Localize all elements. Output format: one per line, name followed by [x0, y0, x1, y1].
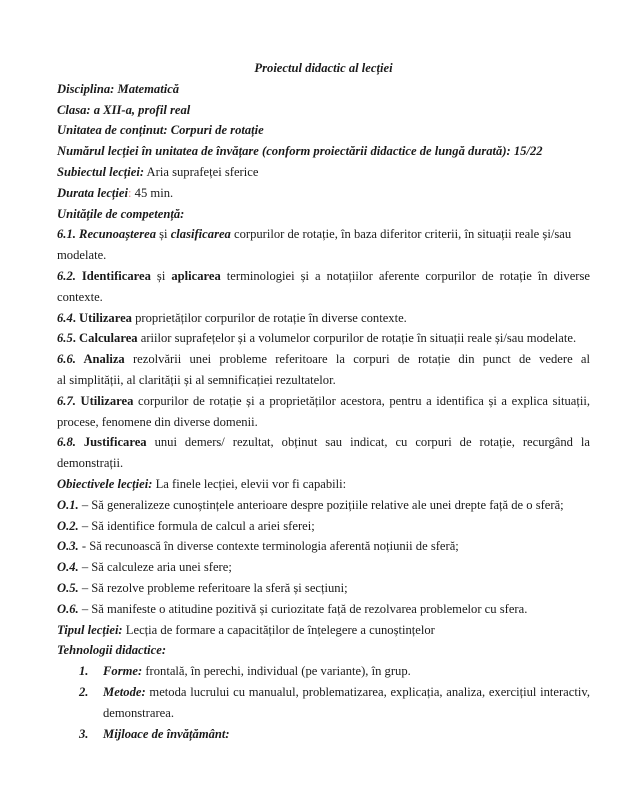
- competenta-text-part: proprietăților corpurilor de rotație în diverse contexte.: [131, 310, 407, 325]
- competenta-text-part: Utilizarea: [75, 393, 134, 408]
- competenta-item: [57, 266, 590, 287]
- competenta-item: [57, 328, 590, 349]
- competenta-number: 6.2.: [57, 268, 76, 283]
- durata-colon: :: [128, 185, 132, 200]
- tipul-line: [57, 620, 590, 641]
- obiectiv-code: O.2.: [57, 518, 79, 533]
- obiectiv-item: [57, 578, 590, 599]
- tehnologie-label: Mijloace de învățământ:: [103, 726, 230, 741]
- competenta-item: [57, 432, 590, 453]
- tehnologie-value: metoda lucrului cu manualul, problematizarea, explicația, analiza, exercițiul interactiv,: [145, 684, 590, 699]
- competenta-text-part: rezolvării unei probleme referitoare la corpuri de rotație din punct de vedere al: [132, 352, 590, 367]
- subiectul-value: Aria suprafeței sferice: [144, 164, 259, 179]
- competenta-text-part: . Calcularea: [72, 331, 138, 346]
- obiectiv-item: [57, 557, 590, 578]
- tehnologie-item: [57, 682, 590, 703]
- competenta-text-part: .: [72, 310, 80, 325]
- competenta-text-part: aplicarea: [171, 268, 221, 283]
- competenta-text-part: corpurilor de rotație, în baza diferitor criterii, în situații reale și/sau: [230, 227, 572, 242]
- competenta-continuation: demonstrații.: [57, 456, 124, 471]
- competenta-continuation: procese, fenomene din diverse domenii.: [57, 414, 258, 429]
- obiectiv-item: [57, 516, 590, 537]
- obiectiv-text: – Să generalizeze cunoștințele anterioare despre pozițiile relative ale unei drepte față de o sferă;: [78, 497, 564, 512]
- obiectiv-text: – Să calculeze aria unei sfere;: [78, 560, 232, 575]
- unitatile-heading: Unitățile de competență:: [57, 206, 185, 221]
- obiectiv-code: O.3.: [57, 539, 79, 554]
- subiectul-line: [57, 162, 590, 183]
- obiectiv-item: [57, 536, 590, 557]
- durata-line: [57, 183, 590, 204]
- competenta-text-part: și: [150, 268, 172, 283]
- obiectiv-item: [57, 599, 590, 620]
- competenta-text-part: terminologiei și a notațiilor aferente corpurilor de rotație în diverse: [220, 268, 590, 283]
- obiectiv-code: O.6.: [57, 601, 79, 616]
- competenta-text-part: Utilizarea: [79, 310, 132, 325]
- tehnologii-heading: Tehnologii didactice:: [57, 643, 167, 658]
- obiective-list: [57, 495, 590, 620]
- numarul-line: Numărul lecției în unitatea de învățare (conform proiectării didactice de lungă durată): 15/22: [57, 144, 543, 159]
- competenta-item: [57, 224, 590, 245]
- competenta-number: 6.1.: [57, 227, 76, 242]
- obiectiv-code: O.4.: [57, 560, 79, 575]
- obiectiv-item: [57, 495, 590, 516]
- competenta-text-part: și: [156, 227, 171, 242]
- obiectiv-text: – Să manifeste o atitudine pozitivă și curiozitate față de rezolvarea problemelor cu sfera.: [78, 601, 528, 616]
- tehnologie-continuation: demonstrarea.: [103, 705, 174, 720]
- clasa-line: Clasa: a XII-a, profil real: [57, 102, 191, 117]
- subiectul-label: Subiectul lecției:: [57, 164, 145, 179]
- competenta-number: 6.6.: [57, 352, 76, 367]
- competenta-text-part: Analiza: [75, 352, 125, 367]
- tipul-value: Lecția de formare a capacităților de înțelegere a cunoștințelor: [122, 622, 435, 637]
- competenta-number: 6.4: [57, 310, 73, 325]
- competenta-text-part: clasificarea: [170, 227, 231, 242]
- tehnologie-label: Metode:: [103, 684, 146, 699]
- competenta-text-part: corpurilor de rotație și a proprietăților acestora, pentru a identifica și a explica situații,: [133, 393, 590, 408]
- document-body: [57, 58, 590, 744]
- obiective-value: La finele lecției, elevii vor fi capabili:: [152, 476, 347, 491]
- competenta-item: [57, 349, 590, 370]
- competenta-text-part: ariilor suprafețelor și a volumelor corpurilor de rotație în situații reale și/sau modelate.: [137, 331, 577, 346]
- tehnologie-number: 2.: [79, 684, 89, 699]
- durata-value: 45 min.: [131, 185, 174, 200]
- competenta-number: 6.5: [57, 331, 73, 346]
- tehnologie-item: [57, 724, 590, 745]
- obiectiv-text: – Să rezolve probleme referitoare la sferă și secțiuni;: [78, 580, 348, 595]
- competenta-item: [57, 391, 590, 412]
- obiectiv-code: O.1.: [57, 497, 79, 512]
- competenta-text-part: unui demers/ rezultat, obținut sau indicat, cu corpuri de rotație, recurgând la: [154, 435, 590, 450]
- competenta-continuation: al simplității, al clarității și al semnificației rezultatelor.: [57, 372, 336, 387]
- obiectiv-text: - Să recunoască în diverse contexte terminologia aferentă noțiunii de sferă;: [78, 539, 459, 554]
- tipul-label: Tipul lecției:: [57, 622, 123, 637]
- tehnologii-list: [57, 661, 590, 744]
- competenta-number: 6.7.: [57, 393, 76, 408]
- tehnologie-number: 3.: [79, 726, 89, 741]
- unitatea-line: Unitatea de conținut: Corpuri de rotație: [57, 123, 264, 138]
- obiective-line: [57, 474, 590, 495]
- tehnologie-item: [57, 661, 590, 682]
- competenta-item: [57, 308, 590, 329]
- competenta-text-part: Justificarea: [75, 435, 147, 450]
- document-title: Proiectul didactic al lecției: [254, 61, 393, 75]
- tehnologie-number: 1.: [79, 664, 89, 679]
- durata-label: Durata lecției: [57, 185, 129, 200]
- competenta-text-part: Identificarea: [75, 268, 151, 283]
- competenta-continuation: contexte.: [57, 289, 103, 304]
- obiectiv-code: O.5.: [57, 580, 79, 595]
- tehnologie-label: Forme:: [103, 664, 143, 679]
- competenta-number: 6.8.: [57, 435, 76, 450]
- competenta-text-part: Recunoașterea: [75, 227, 156, 242]
- competenta-continuation: modelate.: [57, 248, 107, 263]
- tehnologie-value: frontală, în perechi, individual (pe variante), în grup.: [142, 664, 411, 679]
- obiective-label: Obiectivele lecției:: [57, 476, 153, 491]
- obiectiv-text: – Să identifice formula de calcul a ariei sferei;: [78, 518, 315, 533]
- disciplina-line: Disciplina: Matematică: [57, 81, 180, 96]
- competente-list: [57, 224, 590, 474]
